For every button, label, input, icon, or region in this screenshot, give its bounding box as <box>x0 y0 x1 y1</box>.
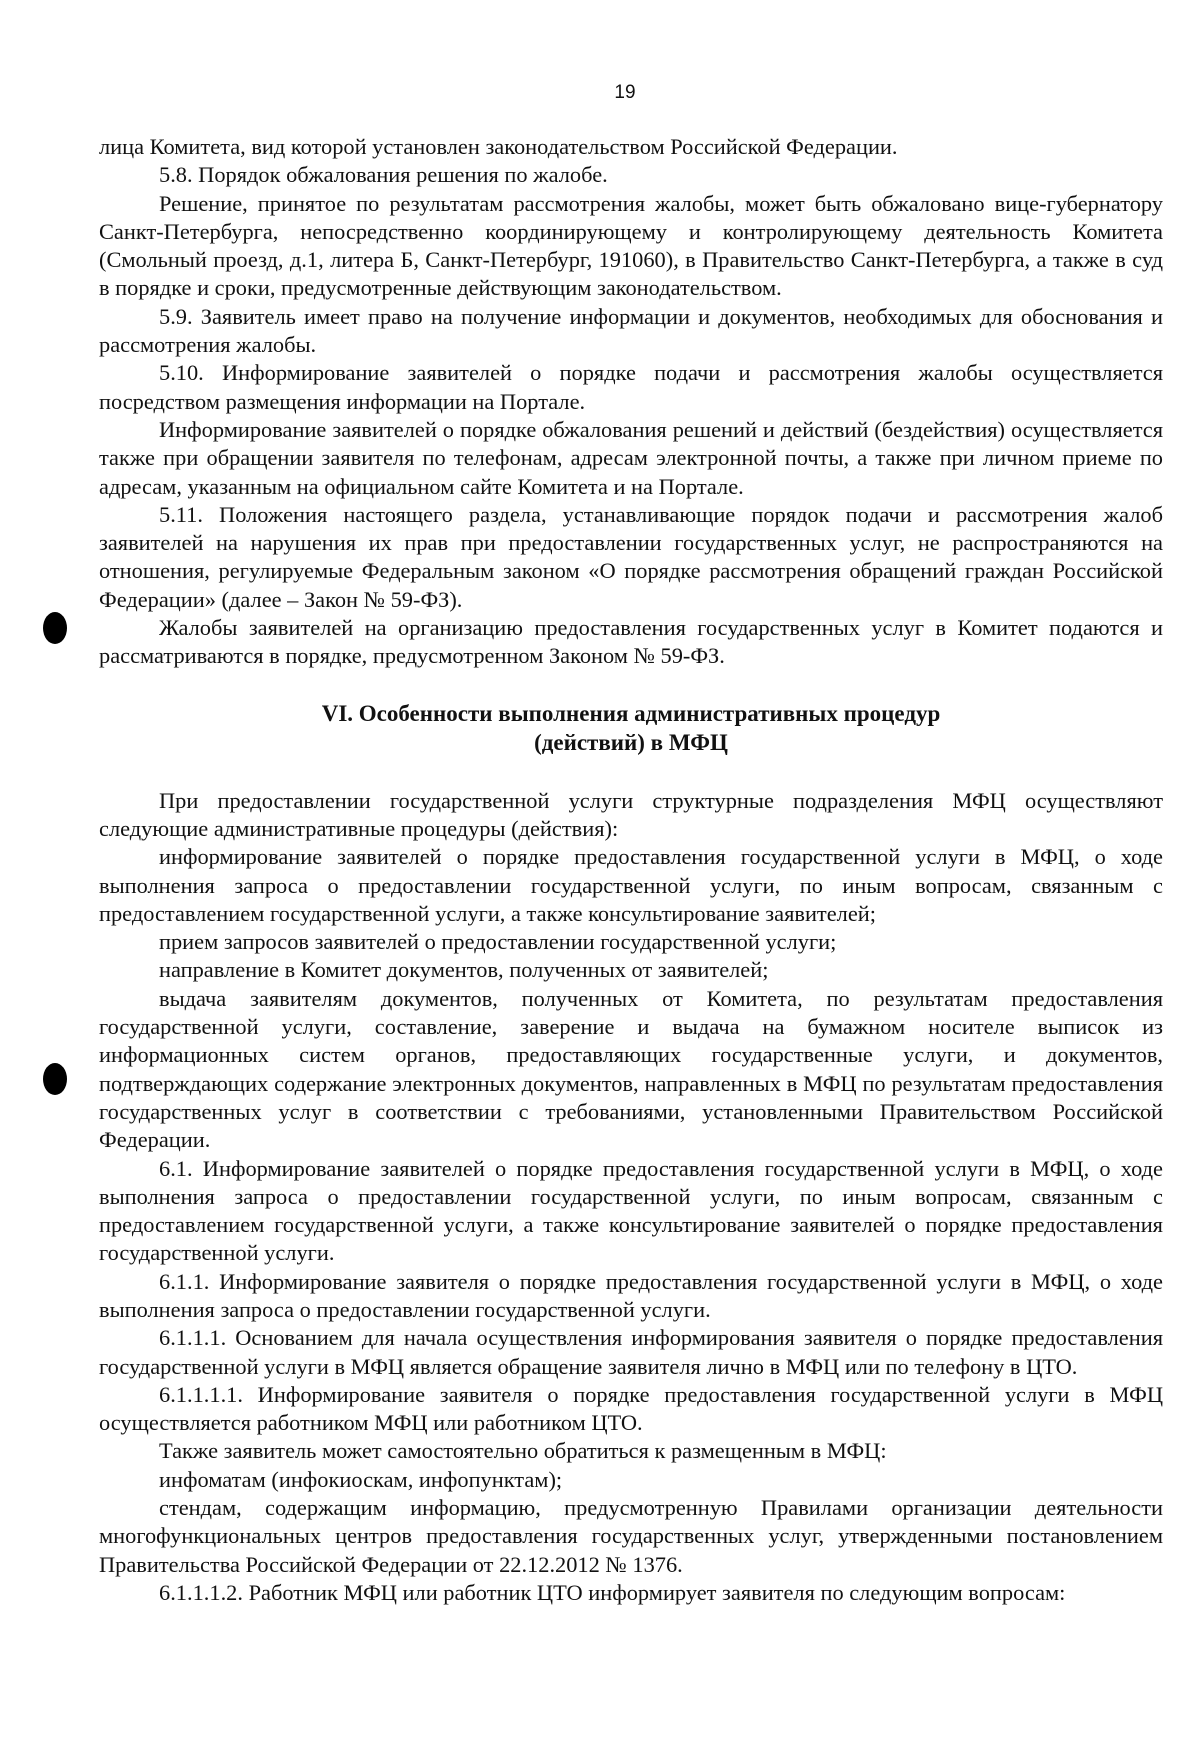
page-number: 19 <box>614 82 636 103</box>
paragraph-also: Также заявитель может самостоятельно обратиться к размещенным в МФЦ: <box>159 1438 887 1464</box>
paragraph-6-1-1-1-1: 6.1.1.1.1. Информирование заявителя о порядке предоставления государственной услуги в МФЦ осуществляется работником МФЦ или работником ЦТО. <box>99 1381 1163 1436</box>
paragraph-6-1-1-1: 6.1.1.1. Основанием для начала осуществления информирования заявителя о порядке предоставления государственной услуги в МФЦ является обращение заявителя лично в МФЦ или по телефону в ЦТО. <box>99 1325 1163 1379</box>
paragraph-item-forwarding: направление в Комитет документов, полученных от заявителей; <box>159 957 769 983</box>
section-heading-line-2: (действий) в МФЦ <box>534 729 728 755</box>
section-heading-line-1: VI. Особенности выполнения административных процедур <box>321 700 941 726</box>
paragraph-5-11-text: Жалобы заявителей на организацию предоставления государственных услуг в Комитет подаются и рассматриваются в порядке, предусмотренном Законом № 59-ФЗ. <box>99 615 1163 669</box>
paragraph-5-8-text: Решение, принятое по результатам рассмотрения жалобы, может быть обжаловано вице-губернатору Санкт-Петербурга, непосредственно координирующему и контролирующему деятельность Комитета (Смольный проезд, д.1, литера Б, Санкт-Петербург, 191060), в Правительство Санкт-Петербурга, а также в суд в порядке и сроки, предусмотренные действующим законодательством. <box>99 190 1163 301</box>
paragraph-5-8: 5.8. Порядок обжалования решения по жалобе. <box>159 162 608 188</box>
paragraph-item-informing: информирование заявителей о порядке предоставления государственной услуги в МФЦ, о ходе выполнения запроса о предоставлении государственной услуги, по иным вопросам, связанным с предоставлением государственной услуги, а также консультирование заявителей; <box>99 844 1163 926</box>
paragraph-infomats: инфоматам (инфокиоскам, инфопунктам); <box>159 1466 563 1492</box>
paragraph-5-10: 5.10. Информирование заявителей о порядке подачи и рассмотрения жалобы осуществляется посредством размещения информации на Портале. <box>99 360 1163 414</box>
paragraph-continuation: лица Комитета, вид которой установлен законодательством Российской Федерации. <box>99 134 898 159</box>
section-heading-block <box>99 671 1163 787</box>
document-body <box>99 133 1163 1607</box>
paragraph-item-reception: прием запросов заявителей о предоставлении государственной услуги; <box>159 929 837 955</box>
paragraph-6-1: 6.1. Информирование заявителей о порядке предоставления государственной услуги в МФЦ, о ходе выполнения запроса о предоставлении государственной услуги, по иным вопросам, связанным с предоставлением государственной услуги, а также консультирование заявителей о порядке предоставления государственной услуги. <box>99 1155 1163 1266</box>
paragraph-stands: стендам, содержащим информацию, предусмотренную Правилами организации деятельности многофункциональных центров предоставления государственных услуг, утвержденными постановлением Правительства Российской Федерации от 22.12.2012 № 1376. <box>99 1495 1163 1577</box>
paragraph-5-10-text: Информирование заявителей о порядке обжалования решений и действий (бездействия) осуществляется также при обращении заявителя по телефонам, адресам электронной почты, а также при личном приеме по адресам, указанным на официальном сайте Комитета и на Портале. <box>99 416 1163 499</box>
punch-hole-mark <box>43 1063 67 1095</box>
paragraph-6-1-1-1-2: 6.1.1.1.2. Работник МФЦ или работник ЦТО информирует заявителя по следующим вопросам: <box>159 1579 1066 1605</box>
paragraph-item-issuance: выдача заявителям документов, полученных от Комитета, по результатам предоставления государственной услуги, составление, заверение и выдача на бумажном носителе выписок из информационных систем органов, предоставляющих государственные услуги, и документов, подтверждающих содержание электронных документов, направленных в МФЦ по результатам предоставления государственных услуг в соответствии с требованиями, установленными Правительством Российской Федерации. <box>99 985 1163 1153</box>
paragraph-6-1-1: 6.1.1. Информирование заявителя о порядке предоставления государственной услуги в МФЦ, о ходе выполнения запроса о предоставлении государственной услуги. <box>99 1268 1163 1322</box>
punch-hole-mark <box>43 612 67 644</box>
paragraph-5-9: 5.9. Заявитель имеет право на получение информации и документов, необходимых для обоснования и рассмотрения жалобы. <box>99 303 1163 358</box>
paragraph-5-11: 5.11. Положения настоящего раздела, устанавливающие порядок подачи и рассмотрения жалоб заявителей на нарушения их прав при предоставлении государственных услуг, не распространяются на отношения, регулируемые Федеральным законом «О порядке рассмотрения обращений граждан Российской Федерации» (далее – Закон № 59-ФЗ). <box>99 501 1163 612</box>
paragraph-intro: При предоставлении государственной услуги структурные подразделения МФЦ осуществляют следующие административные процедуры (действия): <box>99 787 1163 841</box>
